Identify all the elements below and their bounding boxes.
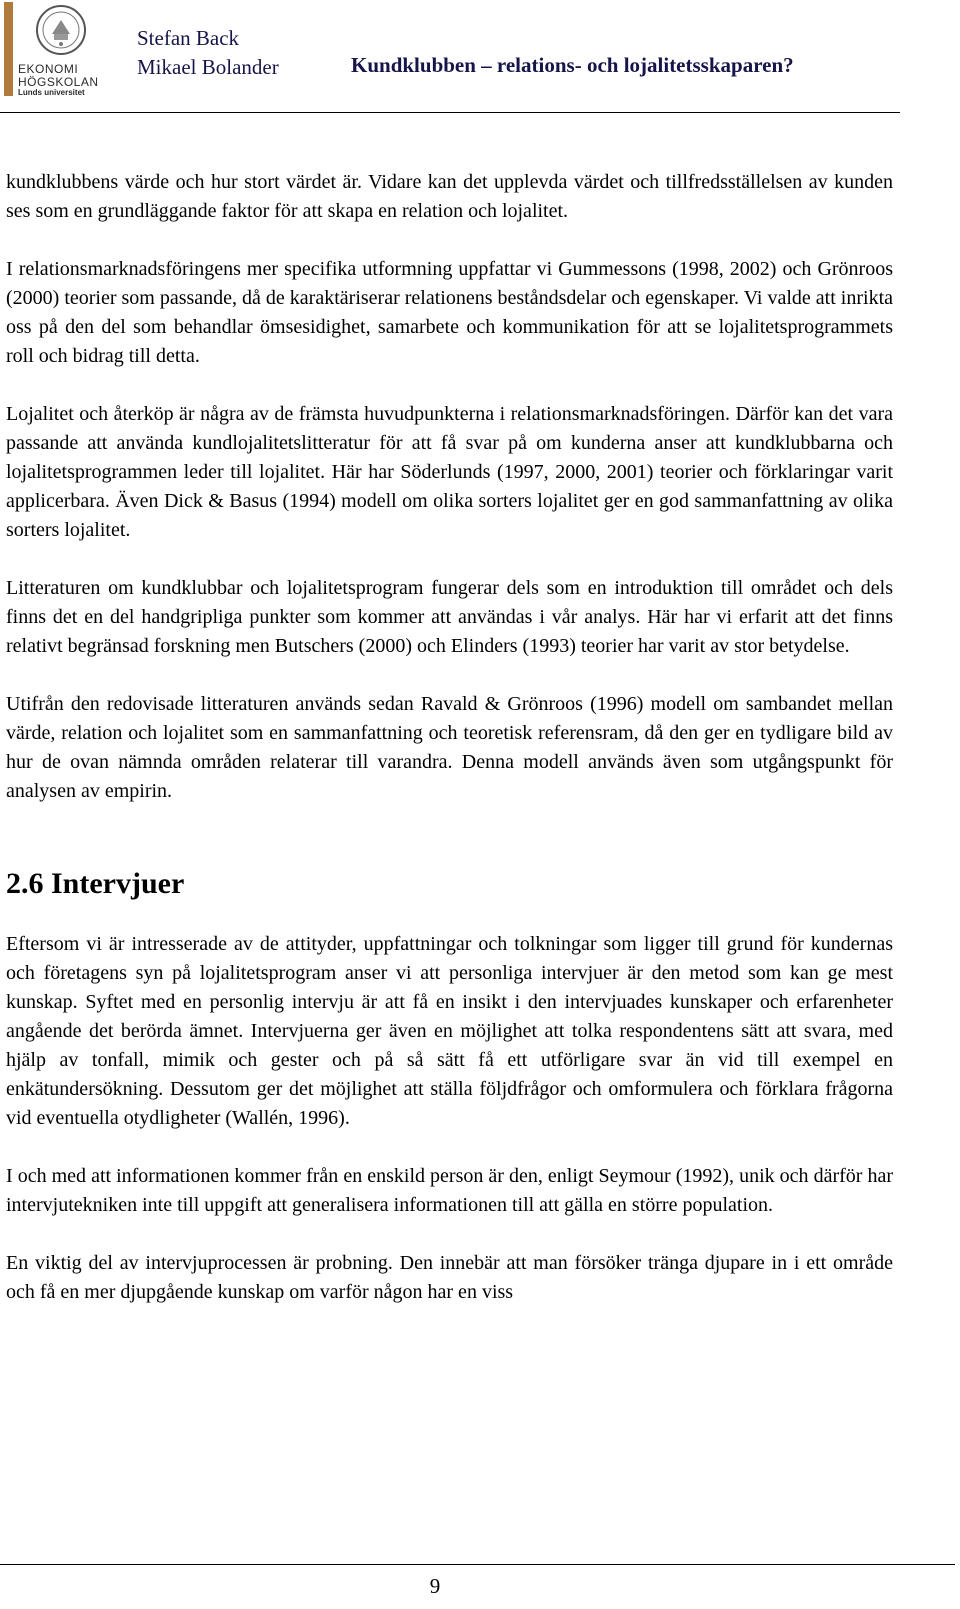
author-names bbox=[137, 24, 279, 82]
logo-text-ekonomi: EKONOMI bbox=[18, 62, 79, 76]
logo-text-lund: Lunds universitet bbox=[18, 88, 85, 97]
university-seal-icon bbox=[35, 4, 87, 56]
author-1: Stefan Back bbox=[137, 26, 240, 50]
paragraph: En viktig del av intervjuprocessen är probning. Den innebär att man försöker tränga djupare in i ett område och få en mer djupgående kunskap om varför någon har en viss bbox=[6, 1252, 893, 1303]
footer-divider bbox=[0, 1564, 955, 1565]
page-header bbox=[0, 0, 900, 113]
section-heading: 2.6 Intervjuer bbox=[6, 867, 185, 900]
logo-accent-bar bbox=[4, 2, 13, 96]
paragraph: Litteraturen om kundklubbar och lojalitetsprogram fungerar dels som en introduktion till området och dels finns det en del handgripliga punkter som kommer att användas i vår analys. Här har vi erfarit att det finns relativt begränsad forskning men Butschers (2000) och Elinders (1993) teorier har varit av stor betydelse. bbox=[6, 577, 893, 657]
paragraph: Eftersom vi är intresserade av de attityder, uppfattningar och tolkningar som ligger till grund för kundernas och företagens syn på lojalitetsprogram anser vi att personliga intervjuer är den metod som kan ge mest kunskap. Syftet med en personlig intervju är att få en insikt i den intervjuades kunskaper och erfarenheter angående det berörda ämnet. Intervjuerna ger även en möjlighet att tolka respondentens sätt att svara, med hjälp av tonfall, mimik och gester och på så sätt få ett utförligare svar än vid till exempel en enkätundersökning. Dessutom ger det möjlighet att ställa följdfrågor och omformulera och förklara frågorna vid eventuella otydligheter (Wallén, 1996). bbox=[6, 933, 893, 1129]
paragraph: Utifrån den redovisade litteraturen används sedan Ravald & Grönroos (1996) modell om sambandet mellan värde, relation och lojalitet som en sammanfattning och teoretisk referensram, då den ger en tydligare bild av hur de ovan nämnda områden relaterar till varandra. Denna modell används även som utgångspunkt för analysen av empirin. bbox=[6, 693, 893, 802]
author-2: Mikael Bolander bbox=[137, 55, 279, 79]
paragraph: kundklubbens värde och hur stort värdet är. Vidare kan det upplevda värdet och tillfredsställelsen av kunden ses som en grundläggande faktor för att skapa en relation och lojalitet. bbox=[6, 171, 893, 222]
paragraph: Lojalitet och återköp är några av de främsta huvudpunkterna i relationsmarknadsföringen. Därför kan det vara passande att använda kundlojalitetslitteratur för att få svar på om kunderna anser att kundklubbarna och lojalitetsprogrammen leder till lojalitet. Här har Söderlunds (1997, 2000, 2001) teorier och förklaringar varit applicerbara. Även Dick & Basus (1994) modell om olika sorters lojalitet ger en god sammanfattning av olika sorters lojalitet. bbox=[6, 403, 893, 541]
university-logo bbox=[4, 2, 104, 96]
document-body bbox=[6, 168, 893, 1336]
paragraph: I och med att informationen kommer från en enskild person är den, enligt Seymour (1992), unik och därför har intervjutekniken inte till uppgift att generalisera informationen till att gälla en större population. bbox=[6, 1165, 893, 1216]
paragraph: I relationsmarknadsföringens mer specifika utformning uppfattar vi Gummessons (1998, 2002) och Grönroos (2000) teorier som passande, då de karaktäriserar relationens beståndsdelar och egenskaper. Vi valde att inrikta oss på den del som behandlar ömsesidighet, samarbete och kommunikation för att se lojalitetsprogrammets roll och bidrag till detta. bbox=[6, 258, 893, 367]
logo-text-hogskolan: HÖGSKOLAN bbox=[18, 75, 99, 89]
page-number: 9 bbox=[429, 1574, 441, 1598]
document-title: Kundklubben – relations- och lojalitetsskaparen? bbox=[351, 53, 794, 77]
